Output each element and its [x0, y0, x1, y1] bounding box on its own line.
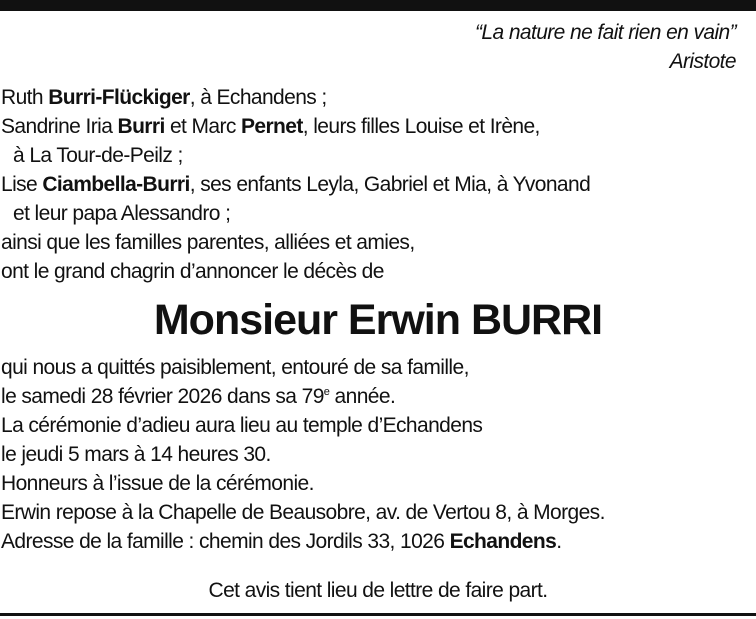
- family-line-ruth: [1, 83, 590, 112]
- epigraph-author: Aristote: [669, 50, 736, 73]
- details-line-honours: Honneurs à l’issue de la cérémonie.: [1, 472, 314, 495]
- details-line-address: [1, 527, 605, 556]
- top-border: [0, 0, 756, 11]
- ceremony-details: [1, 353, 605, 556]
- deceased-name: Monsieur Erwin BURRI: [153, 296, 603, 344]
- family-line-alessandro: et leur papa Alessandro ;: [13, 202, 231, 225]
- family-line-sandrine: [1, 112, 590, 141]
- details-text: .: [556, 530, 562, 553]
- family-text: Lise: [1, 173, 43, 196]
- family-surname: Burri-Flückiger: [48, 86, 190, 109]
- details-text: année.: [329, 385, 396, 408]
- bottom-border: [0, 613, 756, 616]
- family-line-announcement: ont le grand chagrin d’annoncer le décès de: [1, 260, 384, 283]
- details-text: le samedi 28 février 2026 dans sa 79: [1, 385, 324, 408]
- family-text: Ruth: [1, 86, 49, 109]
- details-line-date: [1, 382, 605, 411]
- family-text: , à Echandens ;: [189, 86, 327, 109]
- address-town: Echandens: [449, 530, 557, 553]
- details-line-ceremony: La cérémonie d’adieu aura lieu au temple d’Echandens: [1, 414, 483, 437]
- family-list: [1, 83, 590, 286]
- family-surname: Ciambella-Burri: [42, 173, 190, 196]
- family-text: , leurs filles Louise et Irène,: [302, 115, 540, 138]
- epigraph: [475, 18, 736, 76]
- family-text: et Marc: [164, 115, 241, 138]
- details-line-passed: qui nous a quittés paisiblement, entouré de sa famille,: [1, 356, 469, 379]
- family-line-relatives: ainsi que les familles parentes, alliées et amies,: [1, 231, 415, 254]
- notice-footer: Cet avis tient lieu de lettre de faire part.: [208, 579, 548, 602]
- family-text: , ses enfants Leyla, Gabriel et Mia, à Yvonand: [189, 173, 591, 196]
- details-line-ceremony-time: le jeudi 5 mars à 14 heures 30.: [1, 443, 271, 466]
- details-line-chapel: Erwin repose à la Chapelle de Beausobre, av. de Vertou 8, à Morges.: [1, 501, 605, 524]
- family-surname: Burri: [117, 115, 165, 138]
- family-surname: Pernet: [241, 115, 303, 138]
- details-text: Adresse de la famille : chemin des Jordils 33, 1026: [1, 530, 450, 553]
- family-text: Sandrine Iria: [1, 115, 118, 138]
- epigraph-quote: “La nature ne fait rien en vain”: [475, 21, 736, 44]
- family-line-lise: [1, 170, 590, 199]
- ordinal-suffix: e: [323, 386, 330, 398]
- family-line-la-tour: à La Tour-de-Peilz ;: [13, 144, 183, 167]
